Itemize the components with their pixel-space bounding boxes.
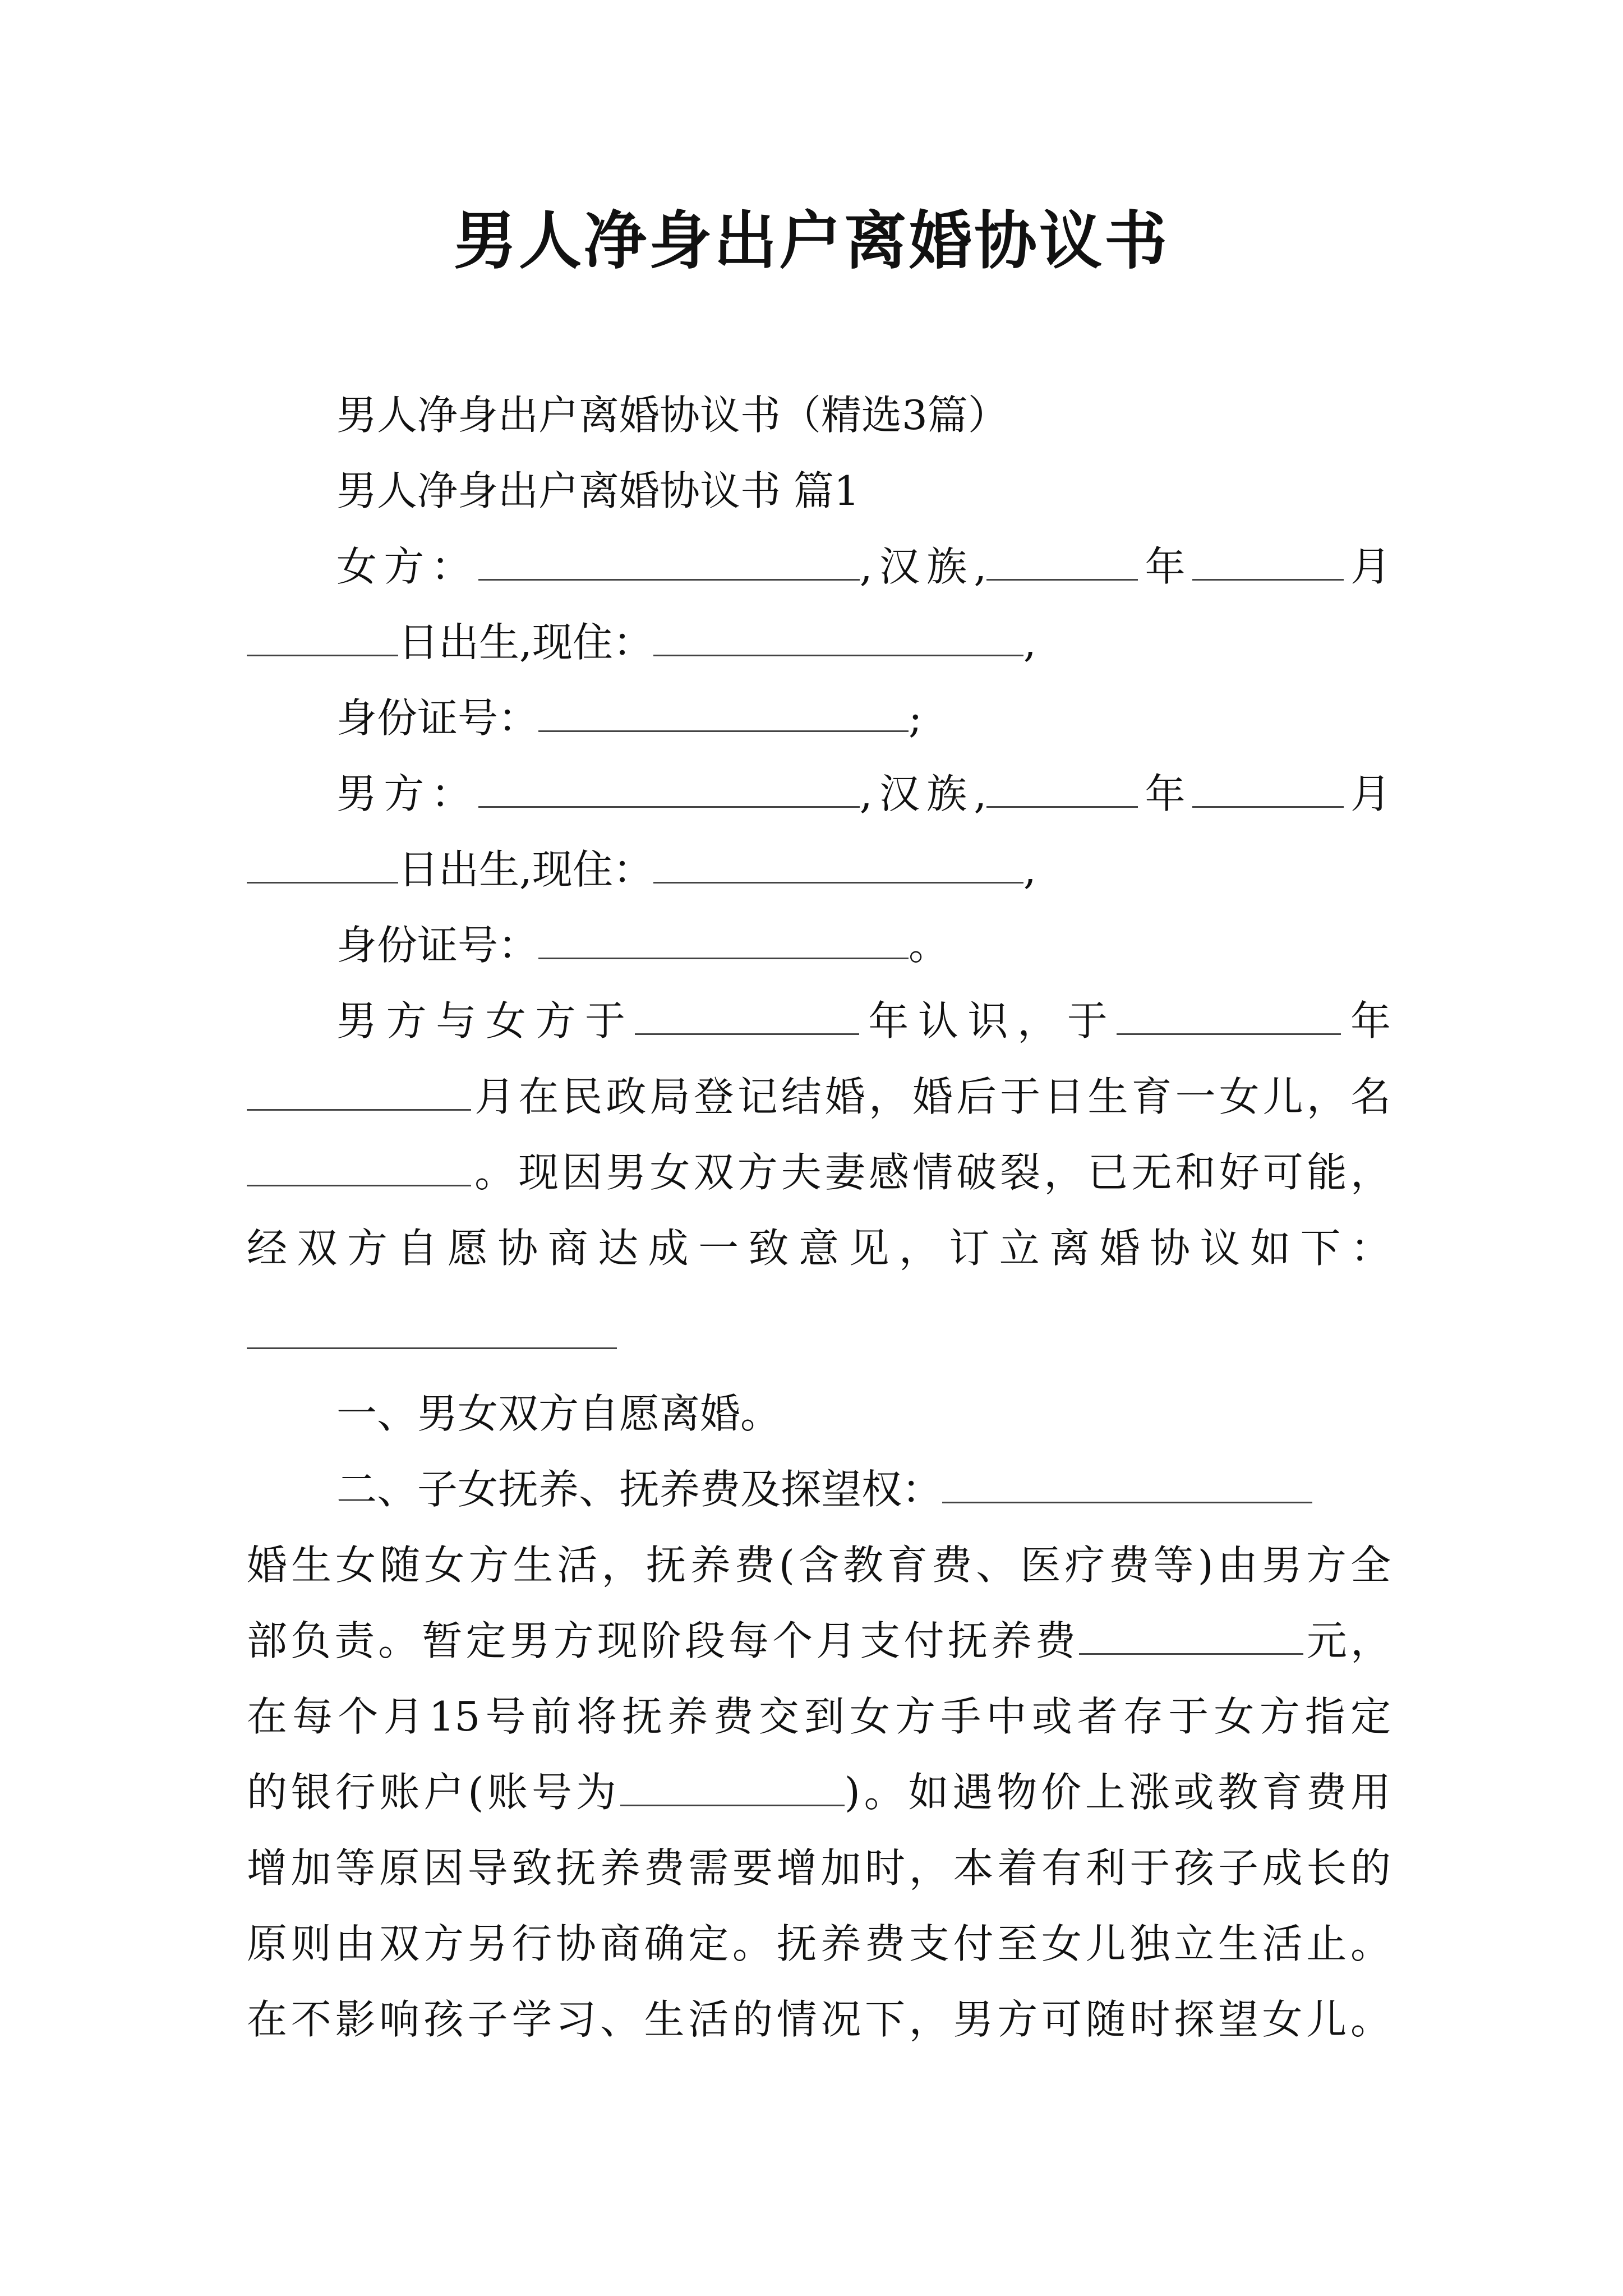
female-address-line — [247, 614, 1391, 670]
female-birth-month-blank[interactable] — [1192, 540, 1344, 581]
clause-2-heading: 二、子女抚养、抚养费及探望权： — [336, 1466, 943, 1513]
male-id-blank[interactable] — [538, 918, 909, 959]
female-id-line — [336, 690, 1391, 746]
male-id-end: 。 — [909, 922, 949, 969]
clause-2-currency: 元， — [1303, 1617, 1391, 1664]
clause-1: 一、男女双方自愿离婚。 — [336, 1390, 781, 1437]
document-title: 男人净身出户离婚协议书 — [454, 204, 1169, 278]
clause-2-line-8: 在不影响孩子学习、生活的情况下，男方可随时探望女儿。 — [247, 1996, 1391, 2043]
bank-account-blank[interactable] — [620, 1765, 845, 1806]
clause-2-line-2: 婚生女随女方生活，抚养费(含教育费、医疗费等)由男方全 — [247, 1542, 1391, 1589]
female-label: 女方： — [336, 543, 478, 590]
intro-year-label: 年 — [1341, 997, 1391, 1045]
female-address-blank[interactable] — [653, 615, 1023, 656]
married-year-blank[interactable] — [1117, 994, 1341, 1035]
male-birth-year-blank[interactable] — [986, 767, 1138, 808]
intro-line-2 — [247, 1069, 1391, 1125]
clause-2-account-label: 的银行账户(账号为 — [247, 1769, 620, 1816]
male-address-line — [247, 841, 1391, 898]
clause-2-blank[interactable] — [942, 1462, 1312, 1503]
male-name-blank[interactable] — [478, 767, 860, 808]
intro-met-label: 男方与女方于 — [336, 997, 635, 1045]
male-label: 男方： — [336, 770, 478, 817]
document-subtitle: 男人净身出户离婚协议书（精选3篇） — [336, 392, 1008, 439]
male-month-label: 月 — [1343, 770, 1391, 817]
female-id-blank[interactable] — [538, 691, 909, 732]
intro-line-1 — [336, 993, 1391, 1049]
clause-2-line-1 — [336, 1461, 1391, 1517]
separator-blank-line — [247, 1347, 617, 1349]
clause-2-line-3-text: 部负责。暂定男方现阶段每个月支付抚养费 — [247, 1617, 1079, 1664]
clause-2-line-6: 增加等原因导致抚养费需要增加时，本着有利于孩子成长的 — [247, 1844, 1391, 1892]
clause-2-line-5-text: )。如遇物价上涨或教育费用 — [844, 1769, 1391, 1816]
intro-line-4: 经双方自愿协商达成一致意见，订立离婚协议如下： — [247, 1225, 1391, 1272]
female-id-end: ; — [909, 694, 923, 742]
male-name-line — [336, 766, 1391, 822]
part-heading: 男人净身出户离婚协议书 篇1 — [336, 467, 860, 514]
male-year-label: 年 — [1138, 770, 1192, 817]
intro-line-3-text: 。现因男女双方夫妻感情破裂，已无和好可能， — [471, 1149, 1391, 1196]
female-address-comma: , — [1023, 619, 1036, 666]
female-birth-day-blank[interactable] — [247, 615, 398, 656]
female-name-blank[interactable] — [478, 540, 860, 581]
clause-2-line-3 — [247, 1613, 1391, 1669]
female-ethnic: ,汉族, — [859, 543, 987, 590]
intro-line-3 — [247, 1144, 1391, 1200]
male-id-label: 身份证号： — [336, 922, 539, 969]
female-born-label: 日出生,现住： — [398, 619, 653, 666]
daughter-name-blank[interactable] — [247, 1145, 471, 1186]
female-birth-year-blank[interactable] — [986, 540, 1138, 581]
female-year-label: 年 — [1138, 543, 1192, 590]
female-name-line — [336, 539, 1391, 595]
intro-met-year-label: 年认识，于 — [859, 997, 1117, 1045]
married-month-blank[interactable] — [247, 1070, 471, 1111]
male-birth-month-blank[interactable] — [1192, 767, 1344, 808]
clause-2-line-7: 原则由双方另行协商确定。抚养费支付至女儿独立生活止。 — [247, 1920, 1391, 1967]
male-born-label: 日出生,现住： — [398, 846, 653, 893]
clause-2-line-5 — [247, 1764, 1391, 1820]
male-address-blank[interactable] — [653, 843, 1023, 884]
male-birth-day-blank[interactable] — [247, 843, 398, 884]
clause-2-line-4: 在每个月15号前将抚养费交到女方手中或者存于女方指定 — [247, 1693, 1391, 1740]
male-address-comma: , — [1023, 846, 1036, 893]
intro-line-2-text: 月在民政局登记结婚，婚后于日生育一女儿，名 — [471, 1073, 1391, 1120]
female-id-label: 身份证号： — [336, 694, 539, 742]
support-amount-blank[interactable] — [1079, 1614, 1303, 1655]
met-year-blank[interactable] — [635, 994, 859, 1035]
male-ethnic: ,汉族, — [859, 770, 987, 817]
male-id-line — [336, 917, 1391, 973]
female-month-label: 月 — [1343, 543, 1391, 590]
